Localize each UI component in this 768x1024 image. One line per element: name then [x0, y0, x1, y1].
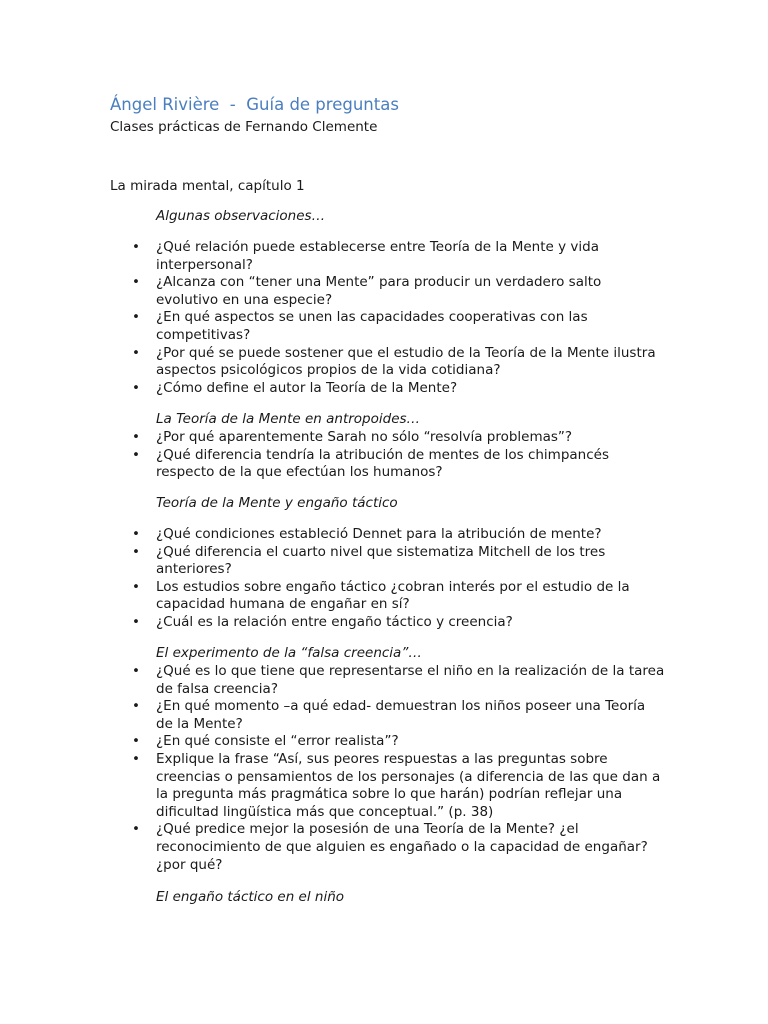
question-list-falsa-creencia — [0, 663, 768, 874]
bullet-icon: • — [132, 698, 140, 715]
question-item: • Los estudios sobre engaño táctico ¿cobran interés por el estudio de la capacidad humana de engañar en sí? — [132, 578, 630, 613]
bullet-icon: • — [132, 344, 140, 361]
section-label-observaciones: Algunas observaciones… — [156, 208, 326, 224]
question-item: • ¿Qué diferencia el cuarto nivel que sistematiza Mitchell de los tres anteriores? — [132, 543, 606, 578]
question-item: • ¿En qué aspectos se unen las capacidades cooperativas con las competitivas? — [132, 309, 588, 343]
bullet-icon: • — [132, 733, 140, 750]
question-item: • ¿Por qué aparentemente Sarah no sólo “resolvía problemas”? — [132, 429, 573, 445]
question-list-antropoides — [0, 429, 768, 482]
bullet-icon: • — [132, 309, 140, 326]
section-label-engano-tactico: Teoría de la Mente y engaño táctico — [156, 495, 398, 511]
question-item: • ¿En qué consiste el “error realista”? — [132, 733, 399, 750]
section-label-engano-nino: El engaño táctico en el niño — [156, 889, 345, 905]
document-subtitle: Clases prácticas de Fernando Clemente — [110, 119, 378, 135]
question-item: • ¿Qué condiciones estableció Dennet para la atribución de mente? — [132, 526, 602, 542]
bullet-icon: • — [132, 613, 140, 630]
question-list-engano-tactico — [0, 526, 768, 632]
question-item: • ¿Cómo define el autor la Teoría de la Mente? — [132, 379, 458, 396]
question-item: • Explique la frase “Así, sus peores respuestas a las preguntas sobre creencias o pensamientos de los personajes (a diferencia de las que dan a la pregunta más pragmática sobre lo que harán) podrían reflejar una dificultad lingüística más que conceptual.” (p. 38) — [132, 750, 661, 820]
question-item: • ¿Qué es lo que tiene que representarse el niño en la realización de la tarea de falsa creencia? — [132, 663, 665, 697]
bullet-icon: • — [132, 543, 140, 560]
question-item: • ¿Qué diferencia tendría la atribución de mentes de los chimpancés respecto de la que efectúan los humanos? — [132, 446, 609, 481]
question-item: • ¿Qué relación puede establecerse entre Teoría de la Mente y vida interpersonal? — [132, 239, 599, 273]
bullet-icon: • — [132, 578, 140, 595]
question-item: • ¿Alcanza con “tener una Mente” para producir un verdadero salto evolutivo en una especie? — [132, 274, 602, 308]
bullet-icon: • — [132, 526, 140, 542]
bullet-icon: • — [132, 429, 140, 445]
bullet-icon: • — [132, 274, 140, 291]
bullet-icon: • — [132, 446, 140, 463]
section-label-falsa-creencia: El experimento de la “falsa creencia”… — [156, 645, 422, 661]
bullet-icon: • — [132, 239, 140, 255]
bullet-icon: • — [132, 379, 140, 396]
bullet-icon: • — [132, 663, 140, 679]
question-item: • ¿Cuál es la relación entre engaño táctico y creencia? — [132, 613, 513, 630]
bullet-icon: • — [132, 750, 140, 767]
question-item: • ¿En qué momento –a qué edad- demuestran los niños poseer una Teoría de la Mente? — [132, 698, 646, 732]
question-item: • ¿Por qué se puede sostener que el estudio de la Teoría de la Mente ilustra aspectos psicológicos propios de la vida cotidiana? — [132, 344, 656, 379]
question-item: • ¿Qué predice mejor la posesión de una Teoría de la Mente? ¿el reconocimiento de que alguien es engañado o la capacidad de engañar? ¿por qué? — [132, 821, 648, 873]
document-title: Ángel Rivière - Guía de preguntas — [110, 95, 399, 114]
chapter-heading: La mirada mental, capítulo 1 — [110, 178, 305, 194]
bullet-icon: • — [132, 821, 140, 838]
question-list-observaciones — [0, 239, 768, 397]
section-label-antropoides: La Teoría de la Mente en antropoides… — [156, 411, 421, 427]
